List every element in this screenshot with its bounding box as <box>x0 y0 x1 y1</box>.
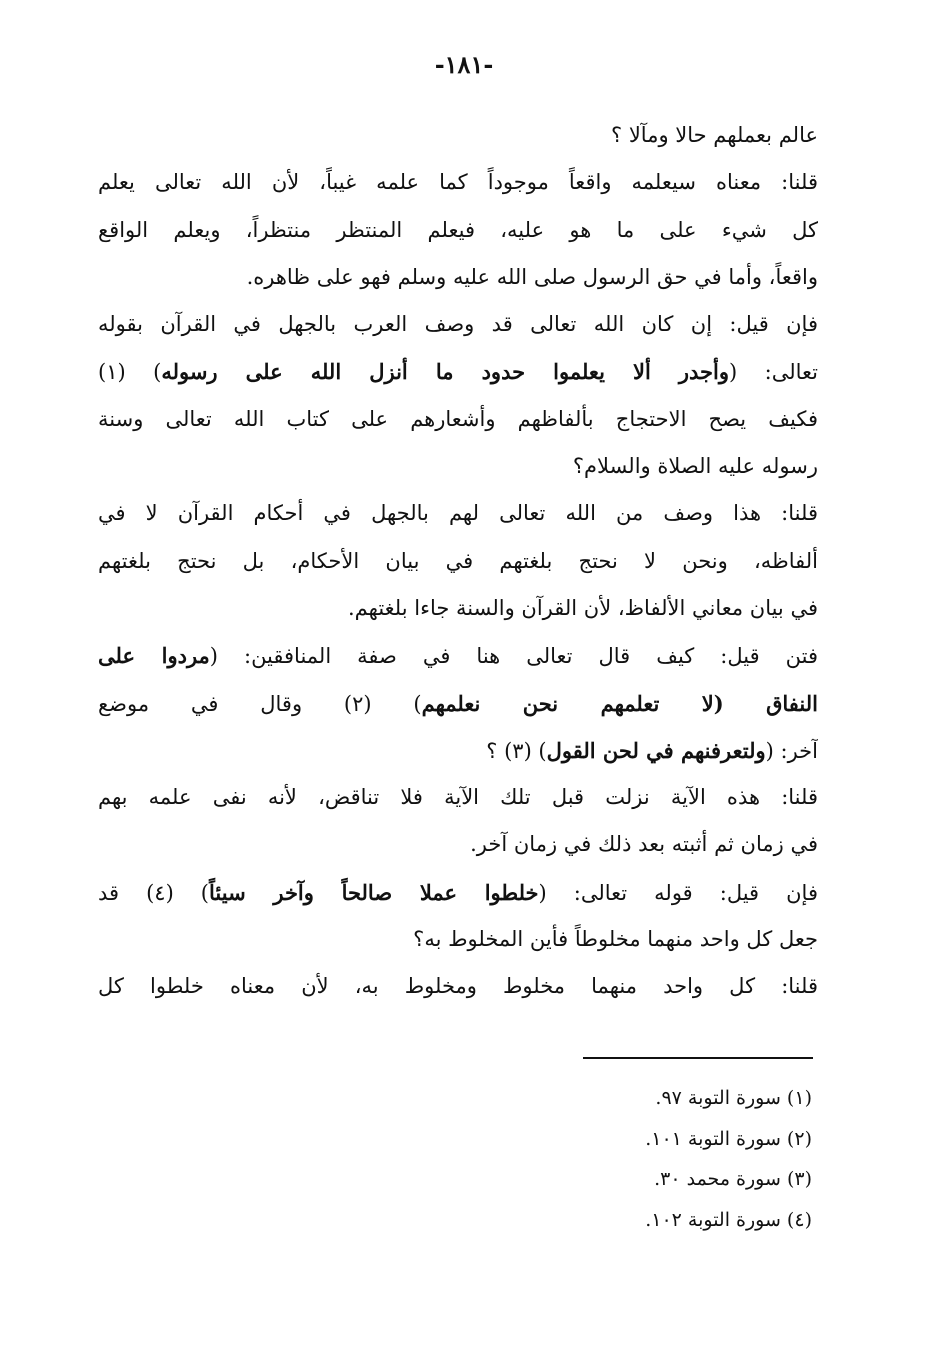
line-text: في بيان معاني الألفاظ، لأن القرآن والسنة جاءا بلغتهم. <box>348 595 818 620</box>
line-text: رسوله عليه الصلاة والسلام؟ <box>572 454 818 479</box>
footnote-ref: ) (٢) وقال في موضع <box>98 691 422 716</box>
text-line-4 <box>98 254 818 301</box>
footnote-ref: ) (١) <box>98 360 162 385</box>
quran-verse: خلطوا عملا صالحاً وآخر سيئاً <box>209 879 539 905</box>
line-text: ألفاظه، ونحن لا نحتج بلغتهم في بيان الأحكام، بل نحتج بلغتهم <box>98 548 818 573</box>
footnote-3: (٣) سورة محمد ٣٠. <box>654 1168 812 1190</box>
line-text: جعل كل واحد منهما مخلوطاً فأين المخلوط به؟ <box>413 927 818 952</box>
quran-verse: النفاق (لا تعلمهم نحن نعلمهم <box>421 690 818 716</box>
line-text: قلنا: هذه الآية نزلت قبل تلك الآية فلا تناقض، لأنه نفى علمه بهم <box>98 785 818 810</box>
line-text: في زمان ثم أثبته بعد ذلك في زمان آخر. <box>470 832 818 857</box>
line-text: قلنا: معناه سيعلمه واقعاً موجوداً كما علمه غيباً، لأن الله تعالى يعلم <box>98 170 818 195</box>
line-text: قلنا: كل واحد منهما مخلوط ومخلوط به، لأن معناه خلطوا كل <box>98 974 818 999</box>
quran-verse: ولتعرفنهم في لحن القول <box>546 737 766 763</box>
footnote-ref: ) (٤) قد <box>98 880 210 905</box>
quran-verse: مردوا على <box>98 643 210 669</box>
text-line-12 <box>98 632 818 679</box>
footnote-1: (١) سورة التوبة ٩٧. <box>655 1087 812 1109</box>
line-text: آخر: ( <box>765 738 818 763</box>
text-line-9 <box>98 490 818 537</box>
footnotes <box>380 1078 812 1240</box>
text-line-15 <box>98 774 818 821</box>
text-line-11 <box>98 585 818 632</box>
footnote-4: (٤) سورة التوبة ١٠٢. <box>645 1208 812 1231</box>
line-text: تعالى: ( <box>729 360 818 385</box>
main-text <box>98 112 818 1011</box>
text-line-19 <box>98 963 818 1010</box>
footnote-ref: ) (٣) ؟ <box>486 738 547 763</box>
line-text: عالم بعملهم حالا ومآلا ؟ <box>611 123 818 147</box>
line-text: فكيف يصح الاحتجاج بألفاظهم وأشعارهم على كتاب الله تعالى وسنة <box>98 406 818 431</box>
text-line-17 <box>98 869 818 916</box>
text-line-18 <box>98 916 818 963</box>
line-text: فتن قيل: كيف قال تعالى هنا في صفة المنافقين: ( <box>209 644 818 669</box>
text-line-3 <box>98 207 818 254</box>
line-text: واقعاً، وأما في حق الرسول صلى الله عليه وسلم فهو على ظاهره. <box>246 264 818 289</box>
text-line-5 <box>98 301 818 348</box>
line-text: فإن قيل: إن كان الله تعالى قد وصف العرب بالجهل في القرآن بقوله <box>98 312 818 337</box>
line-text: كل شيء على ما هو عليه، فيعلم المنتظر منتظراً، ويعلم الواقع <box>98 217 818 242</box>
quran-verse: وأجدر ألا يعلموا حدود ما أنزل الله على رسوله <box>161 359 730 385</box>
line-text: قلنا: هذا وصف من الله تعالى لهم بالجهل في أحكام القرآن لا في <box>98 501 818 526</box>
text-line-6 <box>98 348 818 395</box>
text-line-1 <box>98 112 818 159</box>
text-line-7 <box>98 396 818 443</box>
text-line-16 <box>98 821 818 868</box>
text-line-14 <box>98 727 818 774</box>
text-line-10 <box>98 538 818 585</box>
footnote-divider <box>583 1057 813 1059</box>
page-number: -١٨١- <box>434 50 494 79</box>
text-line-2 <box>98 159 818 206</box>
line-text: فإن قيل: قوله تعالى: ( <box>538 880 818 905</box>
text-line-13 <box>98 680 818 727</box>
text-line-8 <box>98 443 818 490</box>
footnote-2: (٢) سورة التوبة ١٠١. <box>645 1127 812 1150</box>
